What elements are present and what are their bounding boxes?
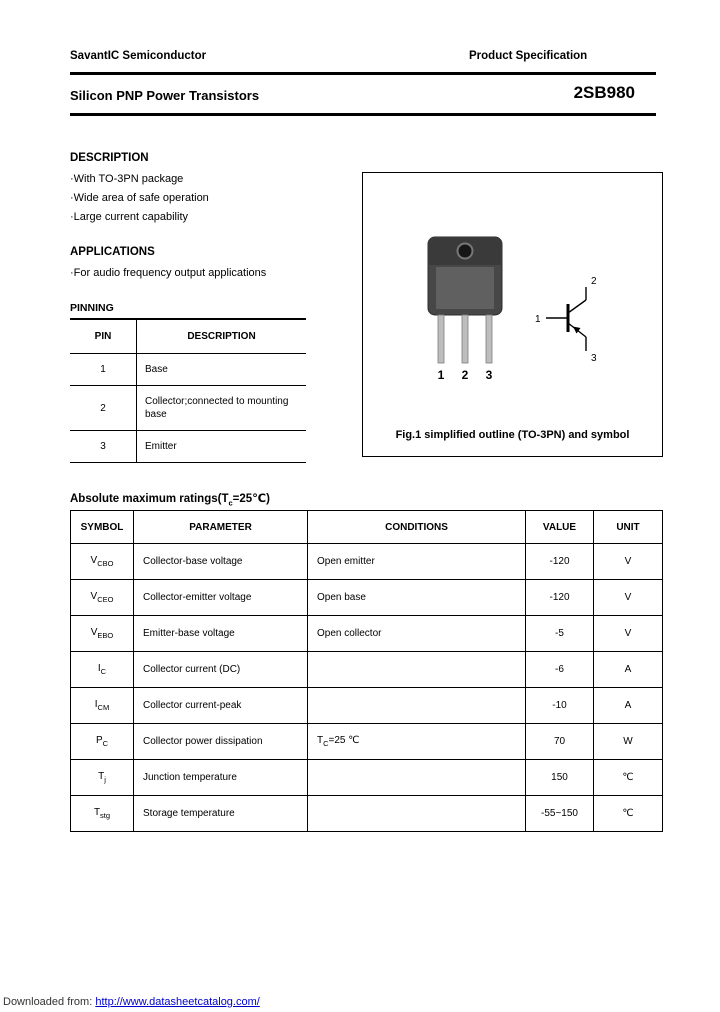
rating-unit: ℃: [594, 760, 663, 796]
rating-value: -10: [526, 688, 594, 724]
footer-prefix: Downloaded from:: [3, 996, 93, 1008]
rating-symbol: $I_C$: [71, 652, 134, 688]
header-rule: [70, 72, 656, 75]
ratings-header-row: [71, 511, 663, 544]
pin-number: 2: [70, 386, 137, 431]
applications-heading: APPLICATIONS: [70, 246, 155, 258]
symbol-pin-label-collector: 2: [591, 276, 597, 287]
ratings-row: [71, 616, 663, 652]
pin-number: 1: [70, 354, 137, 386]
rating-value: -55~150: [526, 796, 594, 832]
rating-parameter: Collector power dissipation: [134, 724, 308, 760]
rating-unit: V: [594, 616, 663, 652]
rating-conditions: Open base: [308, 580, 526, 616]
rating-value: -5: [526, 616, 594, 652]
mounting-hole: [458, 244, 473, 259]
rating-parameter: Emitter-base voltage: [134, 616, 308, 652]
pinning-row: [70, 354, 306, 386]
pinning-table: [70, 318, 306, 463]
feature-item: ·For audio frequency output applications: [70, 267, 267, 279]
rating-conditions: Open collector: [308, 616, 526, 652]
description-section: [70, 152, 209, 227]
ratings-heading: [70, 491, 270, 507]
pin-column-header: PIN: [70, 319, 137, 354]
pinning-header-row: [70, 319, 306, 354]
rating-unit: A: [594, 652, 663, 688]
symbol-column-header: SYMBOL: [71, 511, 134, 544]
pin-number: 3: [70, 431, 137, 463]
package-pin-label-3: 3: [485, 368, 493, 382]
transistor-package-image: [421, 229, 509, 383]
feature-item: ·With TO-3PN package: [70, 173, 184, 185]
package-face: [436, 267, 494, 309]
rating-parameter: Collector current-peak: [134, 688, 308, 724]
description-list: [70, 170, 209, 227]
part-number: 2SB980: [573, 83, 635, 102]
parameter-column-header: PARAMETER: [134, 511, 308, 544]
ratings-row: [71, 580, 663, 616]
footer: [3, 996, 260, 1008]
rating-symbol: $I_{CM}$: [71, 688, 134, 724]
rating-parameter: Junction temperature: [134, 760, 308, 796]
rating-symbol: $V_{EBO}$: [71, 616, 134, 652]
rating-unit: W: [594, 724, 663, 760]
pinning-heading: PINNING: [70, 302, 114, 314]
rating-conditions: [308, 688, 526, 724]
rating-conditions: [308, 760, 526, 796]
package-pin-label-1: 1: [437, 368, 445, 382]
rating-symbol: $V_{CEO}$: [71, 580, 134, 616]
ratings-heading-pre: Absolute maximum ratings(T: [70, 493, 229, 505]
symbol-pin-label-base: 1: [535, 314, 541, 325]
ratings-heading-post: =25℃): [232, 493, 270, 505]
ratings-row: [71, 652, 663, 688]
rating-symbol: $T_{stg}$: [71, 796, 134, 832]
pinning-row: [70, 431, 306, 463]
rating-value: 150: [526, 760, 594, 796]
rating-conditions: [308, 796, 526, 832]
ratings-row: [71, 688, 663, 724]
rating-conditions: Open emitter: [308, 544, 526, 580]
conditions-column-header: CONDITIONS: [308, 511, 526, 544]
applications-section: [70, 246, 266, 283]
package-leg-3: [486, 315, 492, 363]
ratings-row: [71, 724, 663, 760]
rating-value: -6: [526, 652, 594, 688]
description-column-header: DESCRIPTION: [137, 319, 307, 354]
spec-label: Product Specification: [469, 50, 588, 62]
rating-conditions: [308, 652, 526, 688]
doc-title: Silicon PNP Power Transistors: [70, 88, 260, 103]
rating-unit: A: [594, 688, 663, 724]
footer-link[interactable]: http://www.datasheetcatalog.com/: [95, 996, 260, 1008]
unit-column-header: UNIT: [594, 511, 663, 544]
rating-unit: V: [594, 580, 663, 616]
rating-parameter: Collector-base voltage: [134, 544, 308, 580]
rating-symbol: $P_C$: [71, 724, 134, 760]
ratings-heading-sub: c: [228, 498, 233, 508]
pin-description: Base: [137, 354, 307, 386]
feature-item: ·Wide area of safe operation: [70, 192, 209, 204]
ratings-table-body: [71, 544, 663, 832]
figure-caption: Fig.1 simplified outline (TO-3PN) and symbol: [395, 429, 630, 441]
rating-parameter: Collector current (DC): [134, 652, 308, 688]
rating-parameter: Collector-emitter voltage: [134, 580, 308, 616]
pin-description: Emitter: [137, 431, 307, 463]
feature-item: ·Large current capability: [70, 211, 189, 223]
rating-conditions: $T_C=25$ ℃: [308, 724, 526, 760]
ratings-row: [71, 544, 663, 580]
company-name: SavantIC Semiconductor: [70, 50, 207, 62]
rating-unit: V: [594, 544, 663, 580]
ratings-row: [71, 796, 663, 832]
pinning-table-wrap: [70, 318, 306, 463]
ratings-table-wrap: [70, 510, 663, 832]
package-pin-label-2: 2: [461, 368, 469, 382]
symbol-pin-label-emitter: 3: [591, 353, 597, 364]
value-column-header: VALUE: [526, 511, 594, 544]
rating-unit: ℃: [594, 796, 663, 832]
rating-symbol: $T_j$: [71, 760, 134, 796]
applications-list: [70, 264, 266, 283]
ratings-row: [71, 760, 663, 796]
package-leg-2: [462, 315, 468, 363]
pinning-table-body: [70, 354, 306, 463]
pin-description: Collector;connected to mounting base: [137, 386, 307, 431]
rating-symbol: $V_{CBO}$: [71, 544, 134, 580]
title-rule: [70, 113, 656, 116]
rating-value: -120: [526, 580, 594, 616]
description-heading: DESCRIPTION: [70, 152, 149, 164]
rating-parameter: Storage temperature: [134, 796, 308, 832]
ratings-table: [70, 510, 663, 832]
rating-value: -120: [526, 544, 594, 580]
figure-box: [362, 172, 663, 457]
pinning-row: [70, 386, 306, 431]
collector-diagonal: [568, 300, 586, 313]
transistor-symbol-image: [531, 273, 623, 365]
rating-value: 70: [526, 724, 594, 760]
package-leg-1: [438, 315, 444, 363]
